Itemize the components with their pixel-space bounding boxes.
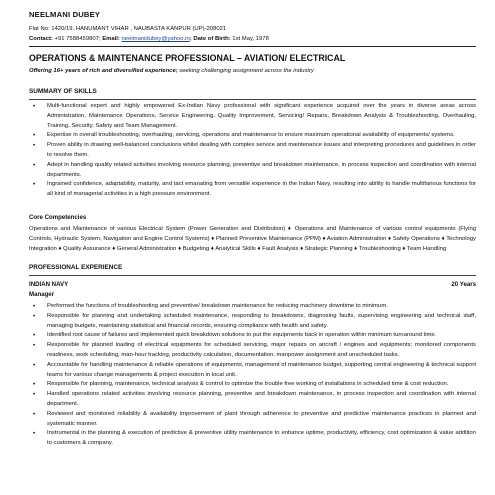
- experience-item: • Responsible for planning, maintenance, technical analysis & control to optimize the trouble free working of installations in scheduled time & cost reduction.: [29, 380, 476, 390]
- header-divider: [29, 46, 476, 47]
- experience-item: • Identified root cause of failures and implemented quick breakdown solutions to put the equipments back in operation within minimum turnaround time.: [29, 331, 476, 341]
- summary-section-title: SUMMARY OF SKILLS: [29, 88, 97, 95]
- summary-item: • Proven ability in drawing well-balanced conclusions whilst dealing with complex service and maintenance issues and interpreting procedures and guidelines in order to resolve them.: [29, 141, 476, 161]
- contact-line: [29, 36, 269, 42]
- experience-section-title: PROFESSIONAL EXPERIENCE: [29, 264, 123, 271]
- email-link[interactable]: neelmanidubey@yahoo.in: [121, 36, 190, 42]
- job-role: Manager: [29, 291, 55, 298]
- employer-name: INDIAN NAVY: [29, 281, 69, 288]
- profile-headline: OPERATIONS & MAINTENANCE PROFESSIONAL – AVIATION/ ELECTRICAL: [29, 53, 346, 63]
- employment-duration: 20 Years: [451, 281, 476, 288]
- contact-label: Contact:: [29, 36, 53, 42]
- experience-item: • Performed the functions of troubleshooting and preventive/ breakdown maintenance for reducing machinery downtime to minimum.: [29, 302, 476, 312]
- address-line: Flat No: 1420/19, HANUMANT VIHAR , NAUBASTA KANPUR (UP)-208021: [29, 26, 227, 32]
- email-label: Email:: [102, 36, 120, 42]
- summary-item: • Multi-functional expert and highly empowered Ex-Indian Navy professional with significant experience acquired over the years in diverse areas across Administration, Maintenance Operations, Service Engineering, Quality Improvement, Servicing/ Repairs, Breakdown Analysis & Troubleshooting, Overhauling, Training, Security, Safety and Team Management.: [29, 102, 476, 131]
- summary-item: • Expertise in overall troubleshooting, overhauling, servicing, operations and maintenance to ensure maximum operational availability of equipments/ systems.: [29, 131, 476, 141]
- resume-page: [29, 10, 476, 488]
- experience-item: • Reviewed and monitored reliability & availability improvement of plant through adherence to preventive and predictive maintenance practices in planned and systematic manner.: [29, 410, 476, 430]
- experience-item: • Responsible for planning and undertaking scheduled maintenance, responding to breakdowns, diagnosing faults, supervising engineering and technical staff, managing budgets, maintaining statistical and financial records, ensuring compliance with health and safety.: [29, 312, 476, 332]
- experience-item: • Handled operations related activities involving resource planning, preventive and breakdown maintenance, in process inspection and coordination with internal department.: [29, 390, 476, 410]
- summary-item: • Ingrained confidence, adaptability, maturity, and tact emanating from versatile experience in the Indian Navy, resulting into ability to handle multifarious functions for all kind of managerial activities in a high pressure environment.: [29, 180, 476, 200]
- candidate-name: NEELMANI DUBEY: [29, 10, 101, 19]
- phone-number: +91 7588459807;: [54, 36, 101, 42]
- summary-list: [29, 102, 476, 200]
- profile-tagline: [29, 68, 314, 74]
- tagline-rest: seeking challenging assignment across the industry: [177, 68, 314, 74]
- summary-item: • Adept in handling quality related activities involving resource planning, preventive and breakdown maintenance, in process inspection and coordination with internal departments.: [29, 161, 476, 181]
- dob-value: 1st May, 1978: [232, 36, 269, 42]
- experience-list: [29, 302, 476, 449]
- core-competencies-text: Operations and Maintenance of various Electrical System (Power Generation and Distribution) ♦ Operations and Maintenance of various control equipments (Flying Controls, Hydraulic System, Navigation and Engine Control Systems) ♦ Planned Preventive Maintenance (PPM) ♦ Aviation Administration ♦ Safety Operations ♦ Technology Integration ♦ Quality Assurance ♦ General Administration ♦ Budgeting ♦ Analytical Skills ♦ Fault Analysis ♦ Strategic Planning ♦ Troubleshooting ♦ Team Handling: [29, 226, 476, 252]
- dob-label: ; Date of Birth:: [189, 36, 231, 42]
- summary-divider: [29, 99, 476, 100]
- tagline-bold: Offering 16+ years of rich and diversified experience;: [29, 68, 178, 74]
- experience-item: • Responsible for planned loading of electrical equipments for scheduled servicing, major repairs on aircraft / engines and equipments; monitored components readiness, work scheduling, man-hour tracking, productivity calculation, documentation, manpower assignment and unscheduled tasks.: [29, 341, 476, 361]
- experience-item: • Instrumental in the planning & execution of predictive & preventive utility maintenance to enhance uptime, productivity, efficiency, cost optimization & value addition to customers & company.: [29, 429, 476, 449]
- experience-item: • Accountable for handling maintenance & reliable operations of equipments, management of maintenance budget, supporting central engineering & technical support teams for various change managements & project execution in local unit.: [29, 361, 476, 381]
- experience-divider: [29, 275, 476, 276]
- core-competencies-title: Core Competencies: [29, 214, 87, 221]
